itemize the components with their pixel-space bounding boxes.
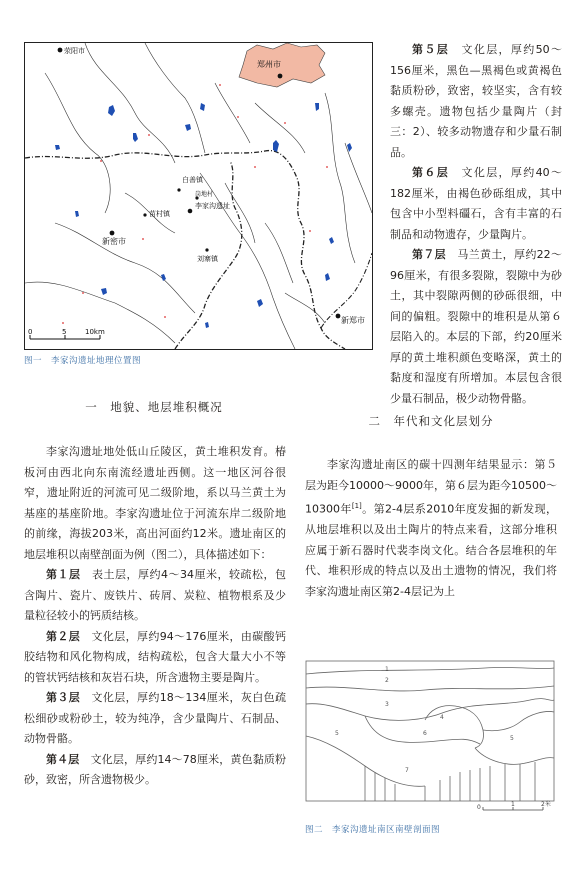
map-label-miaobo: 苗村镇	[149, 210, 170, 218]
right-top-column	[390, 40, 562, 409]
map-label-site: 李家沟遗址	[195, 202, 230, 210]
layer7-body: 马兰黄土，厚约22～96厘米，有很多裂隙，裂隙中为砂土，其中裂隙两侧的砂砾很细，中间的偏粗。裂隙中的堆积是从第６层陷入的。本层的下部，约20厘米厚的黄土堆积颜色变略深，黄土的黏度和湿度有所增加。本层包含很少量石制品，极少动物骨骼。	[390, 248, 563, 405]
layer-num-2: 2	[385, 677, 389, 684]
layer6-head: 第６层	[412, 166, 450, 179]
layer-num-1: 1	[385, 666, 389, 673]
layer4-body: 文化层，厚约14～78厘米，黄色黏质粉砂，致密，所含遗物极少。	[24, 752, 287, 786]
section-scale-two: 2米	[541, 801, 551, 808]
layer-num-4: 4	[440, 714, 444, 721]
layer4-paragraph	[24, 750, 286, 791]
intro-paragraph: 李家沟遗址地处低山丘陵区，黄土堆积发育。椿板河由西北向东南流经遗址西侧。这一地区河谷很窄，遗址附近的河流可见二级阶地，系以马兰黄土为基座的基座阶地。李家沟遗址位于河流东岸二级阶地的前缘，海拔203米，高出河面约12米。遗址南区的地层堆积以南壁剖面为例（图二），具体描述如下：	[24, 445, 286, 561]
layer1-paragraph	[24, 565, 286, 627]
section2-title: 二 年代和文化层划分	[368, 414, 494, 428]
layer-num-5: 5	[335, 730, 339, 737]
location-map	[24, 42, 373, 350]
scale-label-zero: 0	[28, 328, 33, 336]
section-drawing	[305, 660, 555, 818]
section-frame	[306, 661, 554, 801]
layer7-paragraph	[390, 245, 562, 409]
layer4-head: 第４层	[46, 752, 80, 766]
layer6-paragraph	[390, 163, 562, 245]
layer2-body: 文化层，厚约94～176厘米，由碳酸钙胶结物和风化物构成，结构疏松，包含大量大小不等的管状钙结核和灰岩石块，所含遗物主要是陶片。	[24, 629, 287, 684]
south-wall-section	[305, 660, 555, 818]
layer-num-3: 3	[385, 701, 389, 708]
map-label-gangdu: 岗地村	[195, 191, 214, 198]
layer3-head: 第３层	[46, 691, 81, 704]
figure2-caption: 图二 李家沟遗址南区南壁剖面图	[305, 825, 441, 835]
map-label-baiqiao: 白善镇	[182, 176, 203, 184]
layer1-body: 表土层，厚约4～34厘米，较疏松，包含陶片、瓷片、废铁片、砖屑、炭粒、植物根系及少量粒径较小的钙质结核。	[24, 568, 286, 622]
layer3-body: 文化层，厚约18～134厘米，灰白色疏松细砂或粉砂土，较为纯净，含少量陶片、石制品、动物骨骼。	[24, 691, 287, 745]
reservoirs	[55, 103, 352, 328]
layer2-paragraph	[24, 627, 286, 689]
layer-num-6: 6	[423, 730, 427, 737]
layer5-head: 第５层	[412, 43, 450, 56]
section-scale-one: 1	[511, 801, 515, 808]
right-bottom-column	[305, 455, 557, 602]
map-label-liuzhai: 刘寨镇	[197, 255, 218, 263]
layer1-head: 第１层	[46, 568, 81, 581]
map-label-xingyang: 荥阳市	[64, 47, 85, 55]
dating-paragraph	[305, 455, 557, 602]
reference-mark[interactable]: [1]	[351, 502, 362, 510]
figure1-caption: 图一 李家沟遗址地理位置图	[24, 356, 142, 366]
left-column	[24, 442, 286, 791]
section-scale-zero: 0	[477, 804, 481, 811]
layer5-body: 文化层，厚约50～156厘米，黑色—黑褐色或黄褐色黏质粉砂，致密，较坚实，含有较多螺壳。遗物包括少量陶片（封三：2）、较多动物遗存和少量石制品。	[390, 43, 563, 159]
section1-title: 一 地貌、地层堆积概况	[85, 400, 223, 414]
zhengzhou-area	[239, 43, 325, 87]
map-label-zhengzhou: 郑州市	[257, 60, 281, 69]
dating-text: 李家沟遗址南区的碳十四测年结果显示：第５层为距今10000～9000年，第６层为距今10500～10300年	[305, 458, 557, 516]
scale-label-five: 5	[62, 328, 67, 336]
dating-text-tail: 。第2-4层系2010年度发掘的新发现，从地层堆积以及出土陶片的特点来看，这部分堆积应属于新石器时代裴李岗文化。结合各层堆积的年代、堆积形成的特点以及出土遗物的情况，我们将李家沟遗址南区第2-4层记为上	[305, 502, 557, 598]
layer-num-5b: 5	[510, 735, 514, 742]
map-label-xinzheng: 新郑市	[341, 316, 365, 325]
layer7-head: 第７层	[412, 248, 446, 261]
scale-label-ten: 10km	[85, 328, 105, 336]
layer3-paragraph	[24, 688, 286, 750]
map-label-xinmi: 新密市	[102, 237, 126, 246]
layer6-body: 文化层，厚约40～182厘米，由褐色砂砾组成，其中包含中小型料礓石，含有丰富的石制品和动物遗存，少量陶片。	[390, 166, 563, 241]
layer5-paragraph	[390, 40, 562, 163]
layer-num-7: 7	[405, 767, 409, 774]
layer2-head: 第２层	[46, 629, 81, 643]
